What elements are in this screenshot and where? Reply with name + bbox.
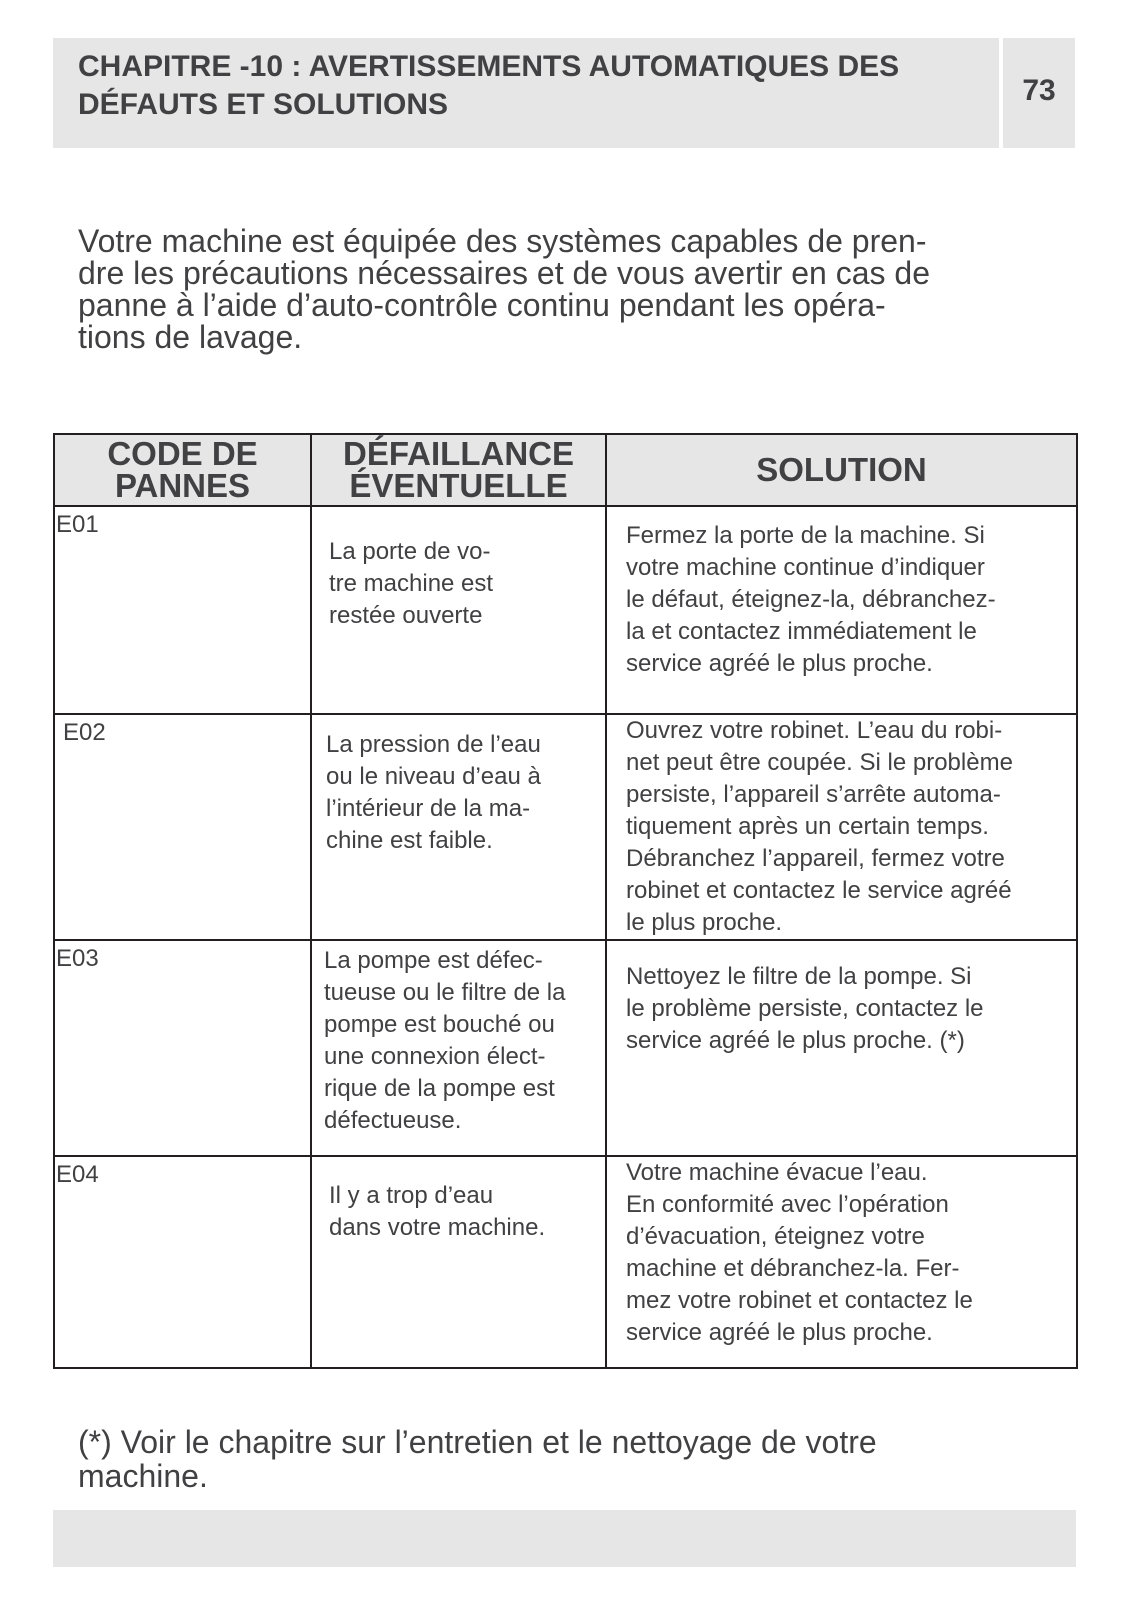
intro-line: panne à l’aide d’auto-contrôle continu pendant les opéra- <box>78 287 886 323</box>
footnote <box>78 1425 1038 1493</box>
fault-line: La pompe est défec- <box>324 947 543 974</box>
footnote-line: machine. <box>78 1458 208 1494</box>
fault-code: E02 <box>63 719 106 746</box>
solution-line: net peut être coupée. Si le problème <box>626 749 1013 776</box>
fault-line: La pression de l’eau <box>326 731 541 758</box>
fault-line: Il y a trop d’eau <box>329 1182 494 1209</box>
header-fault-line-2: ÉVENTUELLE <box>349 467 568 504</box>
solution-line: le défaut, éteignez-la, débranchez- <box>626 586 996 613</box>
code-cell <box>54 940 311 1156</box>
solution-line: tiquement après un certain temps. <box>626 813 989 840</box>
intro-line: Votre machine est équipée des systèmes capables de pren- <box>78 223 927 259</box>
fault-line: pompe est bouché ou <box>324 1011 555 1038</box>
solution-cell <box>606 714 1077 940</box>
table-row <box>54 940 1077 1156</box>
fault-line: défectueuse. <box>324 1107 462 1134</box>
solution-line: service agréé le plus proche. <box>626 1319 933 1346</box>
chapter-title-line-1: CHAPITRE -10 : AVERTISSEMENTS AUTOMATIQUES DES <box>78 50 900 83</box>
fault-line: une connexion élect- <box>324 1043 546 1070</box>
header-solution <box>606 434 1077 506</box>
solution-line: robinet et contactez le service agréé <box>626 877 1012 904</box>
fault-cell <box>311 506 606 714</box>
solution-line: Votre machine évacue l’eau. <box>626 1159 928 1186</box>
fault-line: l’intérieur de la ma- <box>326 795 531 822</box>
fault-table <box>53 433 1078 1369</box>
solution-line: Nettoyez le filtre de la pompe. Si <box>626 963 972 990</box>
solution-line: service agréé le plus proche. (*) <box>626 1027 965 1054</box>
solution-cell <box>606 506 1077 714</box>
header-fault <box>311 434 606 506</box>
table-header-row <box>54 434 1077 506</box>
solution-line: d’évacuation, éteignez votre <box>626 1223 925 1250</box>
fault-cell <box>311 714 606 940</box>
header-code-line-2: PANNES <box>114 467 251 504</box>
fault-line: tre machine est <box>329 570 494 597</box>
solution-line: votre machine continue d’indiquer <box>626 554 985 581</box>
fault-cell <box>311 940 606 1156</box>
table-row <box>54 506 1077 714</box>
solution-line: service agréé le plus proche. <box>626 650 933 677</box>
fault-line: rique de la pompe est <box>324 1075 555 1102</box>
solution-line: machine et débranchez-la. Fer- <box>626 1255 960 1282</box>
fault-line: dans votre machine. <box>329 1214 546 1241</box>
fault-line: restée ouverte <box>329 602 483 629</box>
header-code <box>54 434 311 506</box>
table-row <box>54 714 1077 940</box>
solution-line: mez votre robinet et contactez le <box>626 1287 973 1314</box>
solution-line: la et contactez immédiatement le <box>626 618 977 645</box>
solution-line: En conformité avec l’opération <box>626 1191 949 1218</box>
solution-cell <box>606 1156 1077 1368</box>
solution-cell <box>606 940 1077 1156</box>
footnote-line: (*) Voir le chapitre sur l’entretien et le nettoyage de votre <box>78 1424 877 1460</box>
header-fault-line-1: DÉFAILLANCE <box>343 435 574 472</box>
fault-line: La porte de vo- <box>329 538 491 565</box>
footer-bar <box>53 1510 1076 1567</box>
intro-paragraph <box>78 225 1038 353</box>
intro-line: tions de lavage. <box>78 319 303 355</box>
header-solution-label: SOLUTION <box>756 451 927 488</box>
solution-line: le problème persiste, contactez le <box>626 995 984 1022</box>
fault-cell <box>311 1156 606 1368</box>
code-cell <box>54 1156 311 1368</box>
chapter-header <box>53 38 999 148</box>
solution-line: le plus proche. <box>626 909 783 936</box>
solution-line: Débranchez l’appareil, fermez votre <box>626 845 1005 872</box>
chapter-title <box>78 48 978 124</box>
fault-line: tueuse ou le filtre de la <box>324 979 566 1006</box>
intro-line: dre les précautions nécessaires et de vous avertir en cas de <box>78 255 931 291</box>
fault-line: chine est faible. <box>326 827 493 854</box>
code-cell <box>54 714 311 940</box>
code-cell <box>54 506 311 714</box>
header-code-line-1: CODE DE <box>107 435 258 472</box>
page-number: 73 <box>1022 74 1056 107</box>
fault-code: E03 <box>56 945 99 972</box>
table-row <box>54 1156 1077 1368</box>
solution-line: Fermez la porte de la machine. Si <box>626 522 985 549</box>
fault-code: E01 <box>56 511 99 538</box>
solution-line: Ouvrez votre robinet. L’eau du robi- <box>626 717 1003 744</box>
fault-line: ou le niveau d’eau à <box>326 763 541 790</box>
solution-line: persiste, l’appareil s’arrête automa- <box>626 781 1001 808</box>
fault-code: E04 <box>56 1161 99 1188</box>
page-number-box <box>1003 38 1075 148</box>
chapter-title-line-2: DÉFAUTS ET SOLUTIONS <box>78 88 449 121</box>
